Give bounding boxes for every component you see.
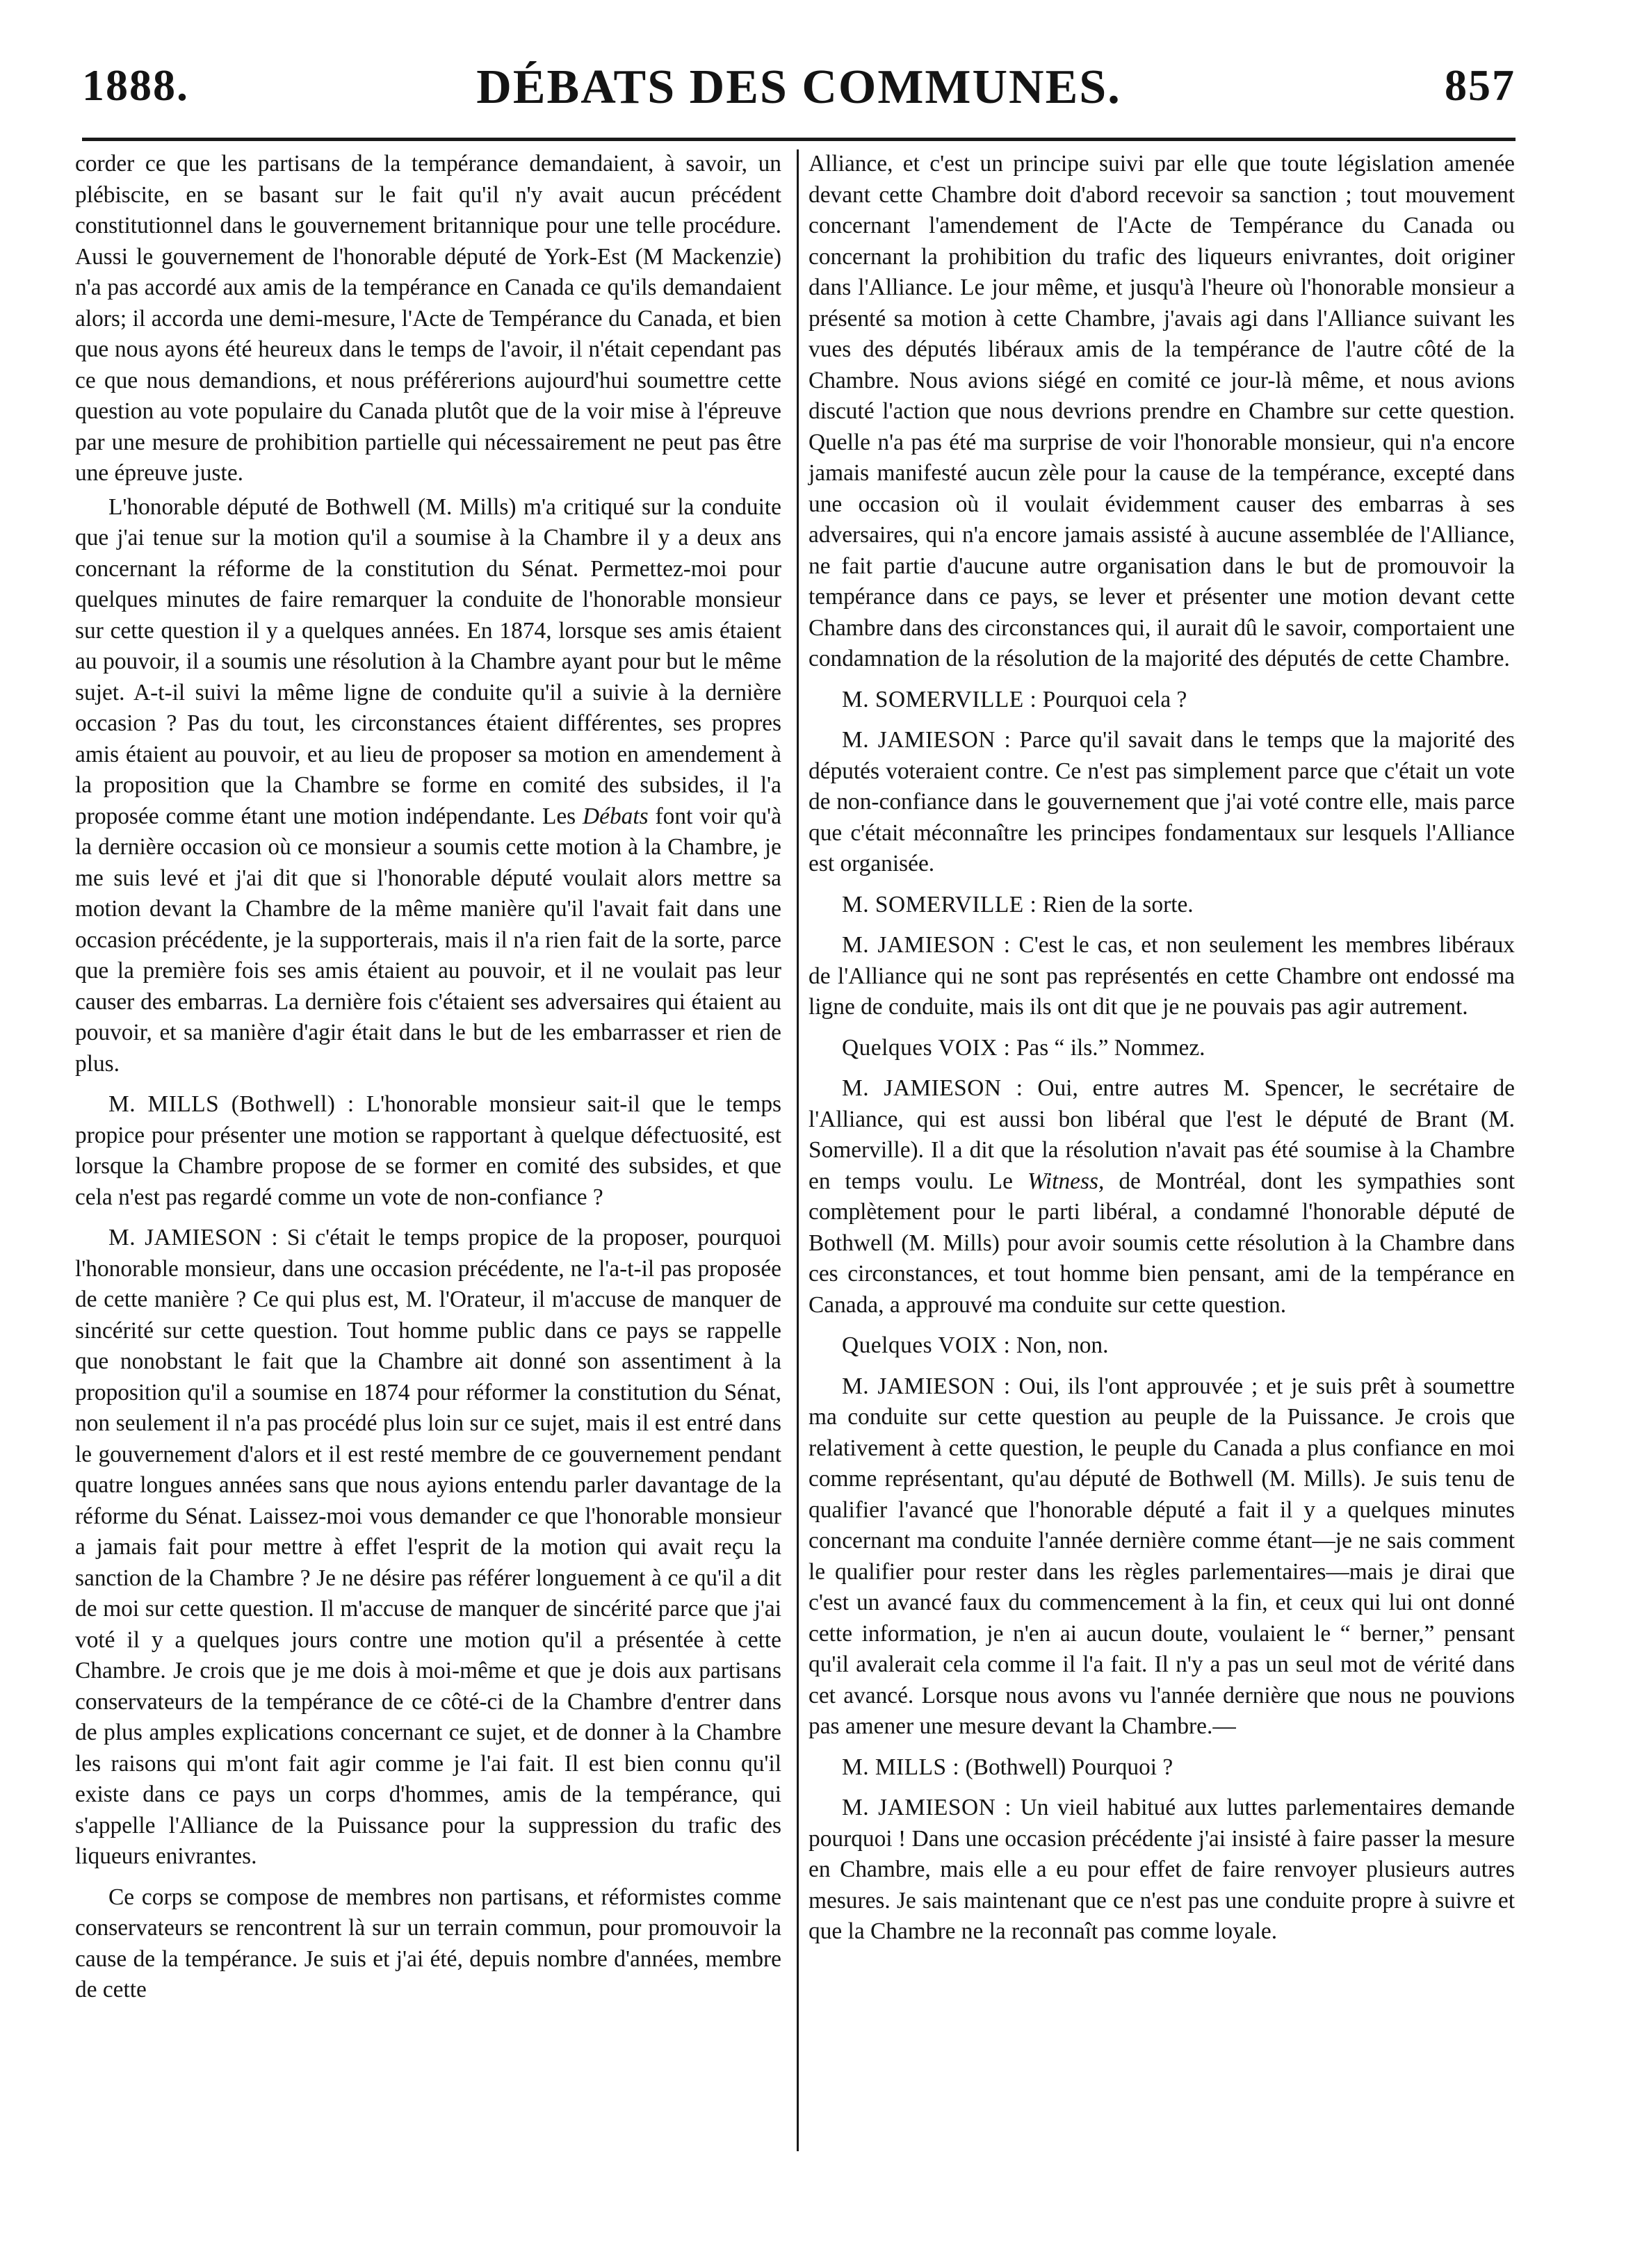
speech-paragraph: Quelques VOIX : Non, non. bbox=[842, 1332, 1109, 1358]
speech-paragraph: M. SOMERVILLE : Pourquoi cela ? bbox=[842, 686, 1187, 712]
speaker-name: M. JAMIESON : bbox=[842, 1795, 1012, 1820]
speaker-name: M. MILLS : bbox=[842, 1754, 960, 1780]
header-year: 1888. bbox=[82, 60, 189, 110]
speaker-name: M. SOMERVILLE : bbox=[842, 891, 1037, 917]
speaker-name: Quelques VOIX : bbox=[842, 1034, 1011, 1061]
speech-paragraph: M. SOMERVILLE : Rien de la sorte. bbox=[842, 891, 1194, 917]
italic-text: Débats bbox=[583, 803, 649, 829]
paragraph: Alliance, et c'est un principe suivi par elle que toute législation amenée devant cette Chambre doit d'abord recevoir sa sanction ; tout mouvement concernant l'amendement de l'Acte de Tempérance du Canada ou concernant la prohibition du trafic des liqueurs enivrantes, doit originer dans l'Alliance. Le jour même, et jusqu'à l'heure où l'honorable monsieur a présenté sa motion à cette Chambre, j'avais agi dans l'Alliance suivant les vues des députés libéraux amis de la tempérance de l'autre côté de la Chambre. Nous avions siégé en comité ce jour-là même, et nous avions discuté l'action que nous devrions prendre en Chambre sur cette question. Quelle n'a pas été ma surprise de voir l'honorable monsieur, qui n'a encore jamais manifesté aucun zèle pour la cause de la tempérance, excepté dans une occasion où il voulait évidemment causer des embarras à ses adversaires, qui n'a encore jamais assisté à aucune assemblée de l'Alliance, ne fait partie d'aucune autre organisation dans le but de promouvoir la tempérance dans ce pays, se lever et présenter une motion devant cette Chambre dans des circonstances qui, il aurait dû le savoir, comportaient une condamnation de la résolution de la majorité des députés de cette Chambre. bbox=[809, 151, 1515, 671]
speaker-name: M. JAMIESON : bbox=[842, 1373, 1011, 1399]
speech-paragraph: Quelques VOIX : Pas “ ils.” Nommez. bbox=[842, 1034, 1205, 1061]
right-column bbox=[809, 149, 1515, 1948]
speech-paragraph: M. JAMIESON : C'est le cas, et non seulement les membres libéraux de l'Alliance qui ne sont pas représentés en cette Chambre ont endossé ma ligne de conduite, mais ils ont dit que je ne pouvais pas agir autrement. bbox=[809, 932, 1515, 1020]
paragraph: L'honorable député de Bothwell (M. Mills) m'a critiqué sur la conduite que j'ai tenue sur la motion qu'il a soumise à la Chambre il y a deux ans concernant la réforme de la constitution du Sénat. Permettez-moi pour quelques minutes de faire remarquer la conduite de l'honorable monsieur sur cette question il y a quelques années. En 1874, lorsque ses amis étaient au pouvoir, il a soumis une résolution à la Chambre ayant pour but le même sujet. A-t-il suivi la même ligne de conduite qu'il a suivie à la dernière occasion ? Pas du tout, les circonstances étaient différentes, ses propres amis étaient au pouvoir, et au lieu de proposer sa motion en amendement à la proposition que la Chambre se forme en comité des subsides, il l'a proposée comme étant une motion indépendante. Les Débats font voir qu'à la dernière occasion où ce monsieur a soumis cette motion à la Chambre, je me suis levé et j'ai dit que si l'honorable député voulait alors mettre sa motion devant la Chambre de la même manière qu'il l'avait fait dans une occasion précédente, je la supporterais, mais il n'a rien fait de la sorte, parce que la première fois ses amis étaient au pouvoir, et il ne voulait pas leur causer des embarras. La dernière fois c'étaient ses adversaires qui étaient au pouvoir, et sa manière d'agir était dans le but de les embarrasser et rien de plus. bbox=[75, 493, 782, 1077]
speaker-name: M. SOMERVILLE : bbox=[842, 686, 1037, 712]
column-divider bbox=[797, 149, 799, 2151]
speaker-name: M. JAMIESON : bbox=[842, 932, 1011, 958]
speech-paragraph: M. JAMIESON : Un vieil habitué aux luttes parlementaires demande pourquoi ! Dans une occasion précédente j'ai insisté à faire passer la mesure en Chambre, mais elle a eu pour effet de faire renvoyer plusieurs autres mesures. Je sais maintenant que ce n'est pas une conduite propre à suivre et que la Chambre ne la reconnaît pas comme loyale. bbox=[809, 1795, 1515, 1944]
speaker-name: M. JAMIESON : bbox=[842, 727, 1012, 753]
speaker-name: M. JAMIESON : bbox=[108, 1225, 279, 1250]
header-title: DÉBATS DES COMMUNES. bbox=[476, 60, 1121, 114]
paragraph: corder ce que les partisans de la tempérance demandaient, à savoir, un plébiscite, en se basant sur le fait qu'il n'y avait aucun précédent constitutionnel dans le gouvernement britannique pour une telle procédure. Aussi le gouvernement de l'honorable député de York-Est (M Mackenzie) n'a pas accordé aux amis de la tempérance en Canada ce qu'ils demandaient alors; il accorda une demi-mesure, l'Acte de Tempérance du Canada, et bien que nous ayons été heureux dans le temps de l'avoir, il n'était cependant pas ce que nous demandions, et nous préférerions aujourd'hui soumettre cette question au vote populaire du Canada plutôt que de la voir mise à l'épreuve par une mesure de prohibition partielle qui nécessairement ne peut pas être une épreuve juste. bbox=[75, 151, 781, 486]
italic-text: Witness, bbox=[1027, 1168, 1105, 1194]
page-header bbox=[82, 60, 1516, 124]
speech-paragraph: M. MILLS : (Bothwell) Pourquoi ? bbox=[842, 1754, 1173, 1780]
header-rule bbox=[82, 138, 1516, 141]
left-column bbox=[75, 149, 781, 2006]
header-page-number: 857 bbox=[1445, 60, 1516, 110]
paragraph: Ce corps se compose de membres non partisans, et réformistes comme conservateurs se rencontrent là sur un terrain commun, pour promouvoir la cause de la tempérance. Je suis et j'ai été, depuis nombre d'années, membre de cette bbox=[75, 1884, 781, 2002]
speech-paragraph: M. JAMIESON : Oui, entre autres M. Spencer, le secrétaire de l'Alliance, qui est aussi bon libéral que l'est le député de Brant (M. Somerville). Il a dit que la résolution n'avait pas été soumise à la Chambre en temps voulu. Le Witness, de Montréal, dont les sympathies sont complètement pour le parti libéral, a condamné l'honorable député de Bothwell (M. Mills) pour avoir soumis cette résolution à la Chambre dans ces circonstances, et tout homme bien pensant, ami de la tempérance en Canada, a approuvé ma conduite sur cette question. bbox=[809, 1075, 1515, 1318]
speaker-name: M. MILLS (Bothwell) : bbox=[108, 1091, 355, 1117]
speech-paragraph: M. JAMIESON : Oui, ils l'ont approuvée ; et je suis prêt à soumettre ma conduite sur cette question au peuple de la Puissance. Je crois que relativement à cette question, le peuple du Canada a plus confiance en moi comme représentant, qu'au député de Bothwell (M. Mills). Je suis tenu de qualifier l'avancé que l'honorable député a fait il y a quelques minutes concernant ma conduite l'année dernière comme étant—je ne sais comment le qualifier pour rester dans les règles parlementaires—mais je dirai que c'est un avancé faux du commencement à la fin, et ceux qui lui ont donné cette information, je n'en ai aucun doute, voulaient le “ berner,” pensant qu'il avalerait cela comme il l'a fait. Il n'y a pas un seul mot de vérité dans cet avancé. Lorsque nous avons vu l'année dernière que nous ne pouvions pas amener une mesure devant la Chambre.— bbox=[809, 1373, 1515, 1739]
speaker-name: Quelques VOIX : bbox=[842, 1332, 1011, 1358]
speech-paragraph: M. JAMIESON : Si c'était le temps propice de la proposer, pourquoi l'honorable monsieur, dans une occasion précédente, ne l'a-t-il pas proposée de cette manière ? Ce qui plus est, M. l'Orateur, il m'accuse de manquer de sincérité sur cette question. Tout homme public dans ce pays se rappelle que nonobstant le fait que la Chambre ait donné son assentiment à la proposition qu'il a soumise en 1874 pour réformer la constitution du Sénat, non seulement il n'a pas procédé plus loin sur ce sujet, mais il est entré dans le gouvernement d'alors et il est resté membre de ce gouvernement pendant quatre longues années sans que nous ayions entendu parler davantage de la réforme du Sénat. Laissez-moi vous demander ce que l'honorable monsieur a jamais fait pour mettre à effet l'esprit de la motion qui avait reçu la sanction de la Chambre ? Je ne désire pas référer longuement à ce qu'il a dit de moi sur cette question. Il m'accuse de manquer de sincérité parce que j'ai voté il y a quelques jours contre une motion qu'il a présentée à cette Chambre. Je crois que je me dois à moi-même et que je dois aux partisans conservateurs de la tempérance de ce côté-ci de la Chambre d'entrer dans de plus amples explications concernant ce sujet, et de donner à la Chambre les raisons qui m'ont fait agir comme je l'ai fait. Il est bien connu qu'il existe dans ce pays un corps d'hommes, amis de la tempérance, qui s'appelle l'Alliance de la Puissance pour la suppression du trafic des liqueurs enivrantes. bbox=[75, 1225, 781, 1869]
speaker-name: M. JAMIESON : bbox=[842, 1075, 1023, 1101]
speech-paragraph: M. MILLS (Bothwell) : L'honorable monsieur sait-il que le temps propice pour présenter une motion se rapportant à quelque défectuosité, est lorsque la Chambre propose de se former en comité des subsides, et que cela n'est pas regardé comme un vote de non-confiance ? bbox=[75, 1091, 782, 1210]
speech-paragraph: M. JAMIESON : Parce qu'il savait dans le temps que la majorité des députés voteraient contre. Ce n'est pas simplement parce que c'était un vote de non-confiance dans le gouvernement que j'ai voté contre elle, mais parce que c'était méconnaître les principes fondamentaux sur lesquels l'Alliance est organisée. bbox=[809, 727, 1515, 876]
